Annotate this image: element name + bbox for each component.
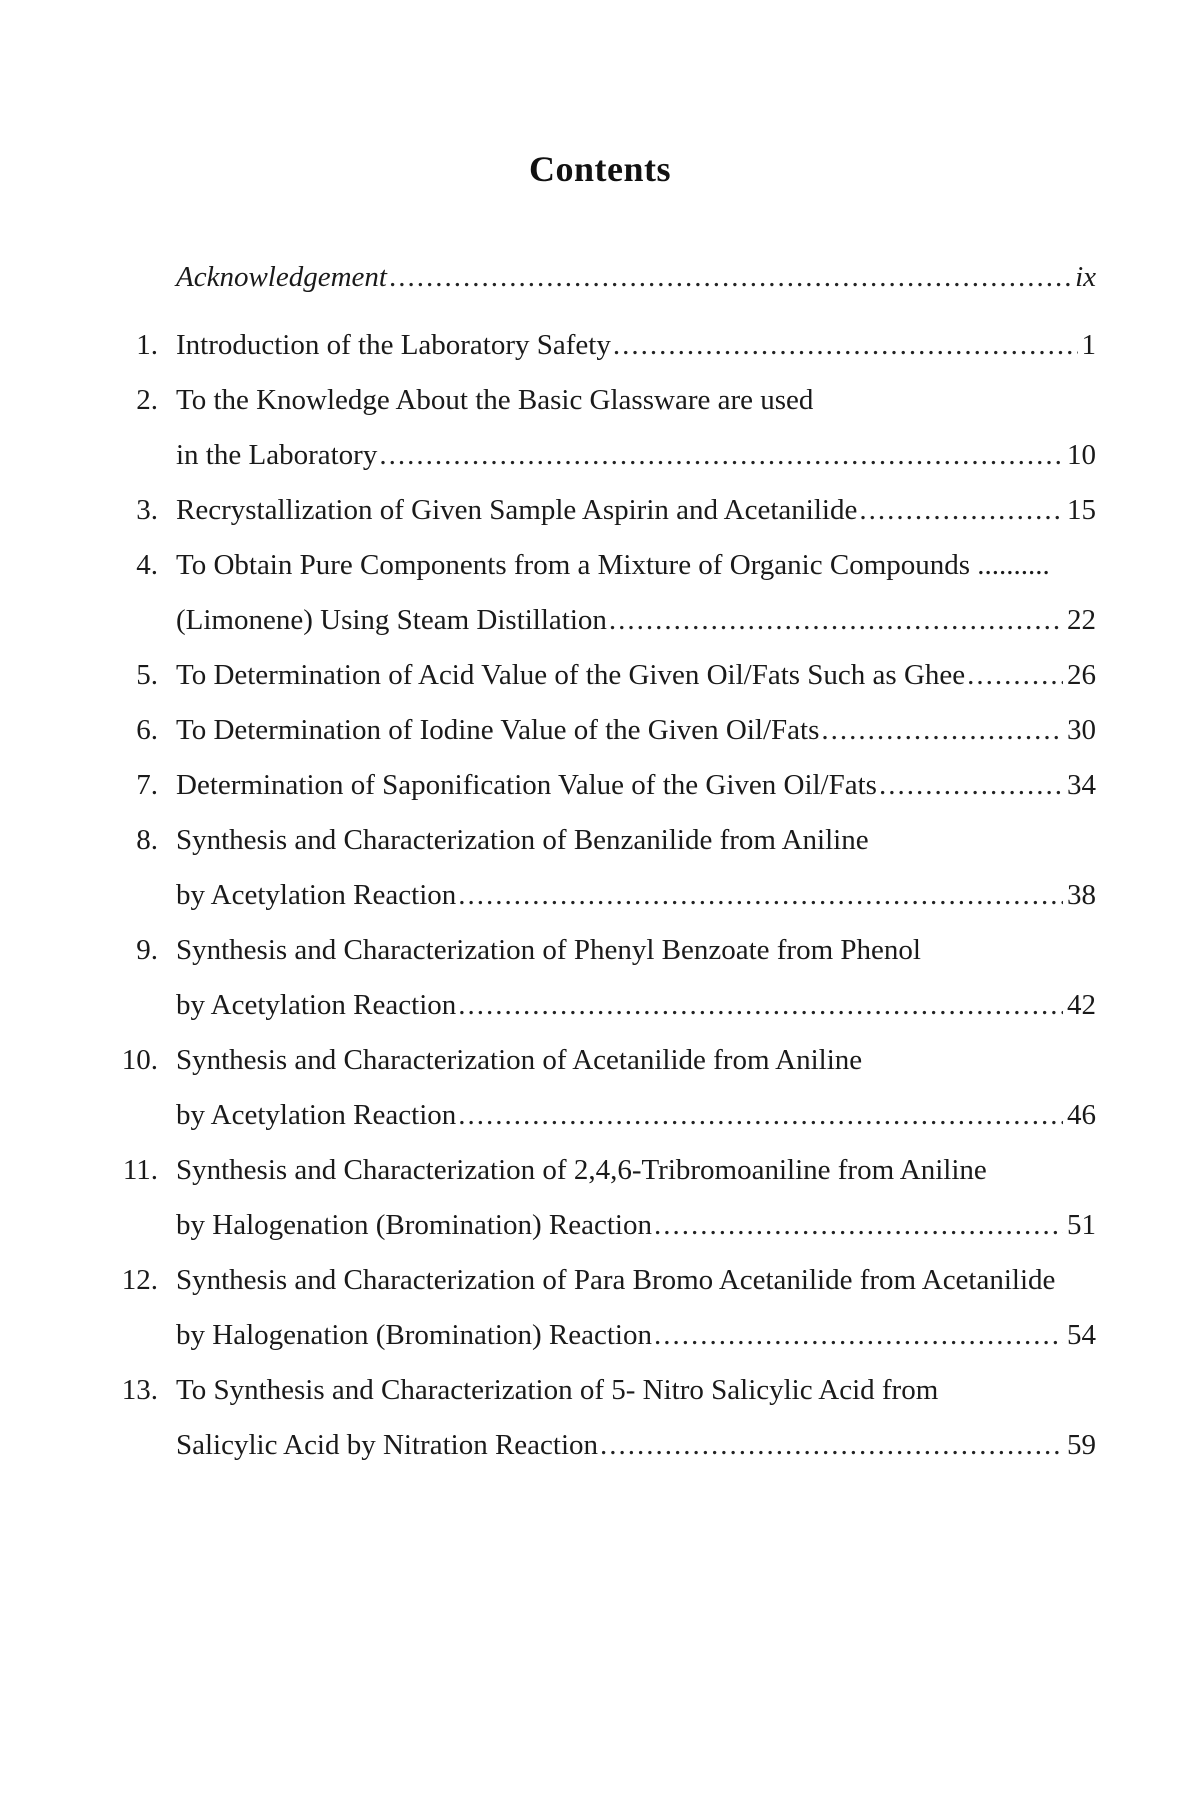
toc-entry-page: 10 xyxy=(1067,439,1096,471)
toc-entry-number: 13. xyxy=(121,1374,158,1406)
toc-entry-page: 46 xyxy=(1067,1099,1096,1131)
toc-entry-page: 38 xyxy=(1067,879,1096,911)
toc-entry-number: 6. xyxy=(136,714,158,746)
dot-leader xyxy=(879,758,1063,813)
toc-entry-body xyxy=(176,483,1096,538)
dot-leader xyxy=(654,1198,1063,1253)
dot-leader xyxy=(458,978,1063,1033)
toc-entry-number: 1. xyxy=(136,329,158,361)
toc-entry-page: 26 xyxy=(1067,659,1096,691)
toc-entry xyxy=(92,648,1096,703)
toc-entry-line xyxy=(176,868,1096,923)
toc-entry-page: 1 xyxy=(1081,329,1096,361)
toc-entry-body xyxy=(176,1033,1096,1143)
toc-entry-number: 2. xyxy=(136,384,158,416)
toc-entry-title: Recrystallization of Given Sample Aspirin and Acetanilide xyxy=(176,494,858,526)
toc-entry xyxy=(92,813,1096,923)
toc-entry xyxy=(92,758,1096,813)
toc-entries xyxy=(92,318,1096,1473)
table-of-contents xyxy=(92,250,1096,1473)
toc-entry xyxy=(92,1363,1096,1473)
toc-entry-body xyxy=(176,648,1096,703)
toc-entry-title: (Limonene) Using Steam Distillation xyxy=(176,604,607,636)
toc-entry-title: Determination of Saponification Value of the Given Oil/Fats xyxy=(176,769,877,801)
toc-entry-acknowledgement xyxy=(92,250,1096,305)
toc-entry-number: 8. xyxy=(136,824,158,856)
dot-leader xyxy=(821,703,1063,758)
toc-entry-line xyxy=(176,1088,1096,1143)
toc-entry-line xyxy=(176,978,1096,1033)
toc-entry-number: 11. xyxy=(122,1154,158,1186)
dot-leader xyxy=(609,593,1063,648)
toc-entry xyxy=(92,923,1096,1033)
toc-entry-title: Synthesis and Characterization of 2,4,6-Tribromoaniline from Aniline xyxy=(176,1154,987,1186)
toc-entry-page: 51 xyxy=(1067,1209,1096,1241)
toc-entry-number: 9. xyxy=(136,934,158,966)
toc-entry-title: by Acetylation Reaction xyxy=(176,1099,457,1131)
toc-entry-number: 4. xyxy=(136,549,158,581)
toc-entry-page: 22 xyxy=(1067,604,1096,636)
dot-leader xyxy=(859,483,1063,538)
toc-entry-line xyxy=(176,483,1096,538)
toc-entry-line xyxy=(176,648,1096,703)
dot-leader xyxy=(967,648,1063,703)
toc-entry-page: 30 xyxy=(1067,714,1096,746)
toc-entry-title: Synthesis and Characterization of Para Bromo Acetanilide from Acetanilide xyxy=(176,1264,1056,1296)
toc-entry-line xyxy=(176,703,1096,758)
toc-entry-page: 54 xyxy=(1067,1319,1096,1351)
toc-entry-title: To Determination of Acid Value of the Given Oil/Fats Such as Ghee xyxy=(176,659,966,691)
toc-entry-body xyxy=(176,318,1096,373)
toc-entry-line xyxy=(176,1308,1096,1363)
dot-leader xyxy=(458,868,1063,923)
toc-entry-number: 5. xyxy=(136,659,158,691)
toc-entry xyxy=(92,1143,1096,1253)
toc-entry-page: ix xyxy=(1075,261,1096,293)
toc-entry xyxy=(92,318,1096,373)
toc-entry-line xyxy=(176,1198,1096,1253)
toc-entry-body xyxy=(176,1253,1096,1363)
toc-entry-number: 3. xyxy=(136,494,158,526)
toc-entry-line xyxy=(176,758,1096,813)
toc-entry-number: 10. xyxy=(121,1044,158,1076)
toc-entry-title: by Halogenation (Bromination) Reaction xyxy=(176,1209,652,1241)
dot-leader xyxy=(654,1308,1063,1363)
toc-entry-title: Introduction of the Laboratory Safety xyxy=(176,329,611,361)
toc-entry-page: 34 xyxy=(1067,769,1096,801)
toc-entry-title: Acknowledgement xyxy=(176,261,387,293)
toc-entry xyxy=(92,1253,1096,1363)
toc-entry-number: 7. xyxy=(136,769,158,801)
toc-entry-line xyxy=(176,250,1096,305)
toc-entry xyxy=(92,483,1096,538)
dot-leader xyxy=(458,1088,1063,1143)
toc-entry-title: by Acetylation Reaction xyxy=(176,989,457,1021)
toc-entry-body xyxy=(176,703,1096,758)
page-title: Contents xyxy=(528,149,671,189)
toc-entry xyxy=(92,373,1096,483)
dot-leader xyxy=(600,1418,1063,1473)
toc-entry-title: Synthesis and Characterization of Acetanilide from Aniline xyxy=(176,1044,863,1076)
toc-entry-body xyxy=(176,373,1096,483)
toc-entry-line xyxy=(176,318,1096,373)
toc-entry-body xyxy=(176,1143,1096,1253)
toc-entry-line xyxy=(176,428,1096,483)
toc-entry-body xyxy=(176,923,1096,1033)
toc-entry-title: by Acetylation Reaction xyxy=(176,879,457,911)
dot-leader xyxy=(389,250,1071,305)
toc-entry-title: To the Knowledge About the Basic Glassware are used xyxy=(176,384,814,416)
toc-entry-number: 12. xyxy=(121,1264,158,1296)
toc-entry-page: 42 xyxy=(1067,989,1096,1021)
toc-entry-page: 15 xyxy=(1067,494,1096,526)
toc-entry-line xyxy=(176,593,1096,648)
toc-entry-title: To Synthesis and Characterization of 5- Nitro Salicylic Acid from xyxy=(176,1374,939,1406)
toc-entry-body xyxy=(176,758,1096,813)
toc-entry-body xyxy=(176,250,1096,305)
toc-entry-body xyxy=(176,1363,1096,1473)
dot-leader xyxy=(613,318,1078,373)
toc-entry-title: To Obtain Pure Components from a Mixture of Organic Compounds .......... xyxy=(176,549,1050,581)
toc-entry-title: Synthesis and Characterization of Benzanilide from Aniline xyxy=(176,824,869,856)
toc-entry-line xyxy=(176,1418,1096,1473)
toc-entry-title: by Halogenation (Bromination) Reaction xyxy=(176,1319,652,1351)
dot-leader xyxy=(379,428,1063,483)
toc-entry-title: Salicylic Acid by Nitration Reaction xyxy=(176,1429,599,1461)
toc-entry xyxy=(92,538,1096,648)
toc-entry-title: Synthesis and Characterization of Phenyl Benzoate from Phenol xyxy=(176,934,921,966)
toc-entry-title: To Determination of Iodine Value of the Given Oil/Fats xyxy=(176,714,820,746)
toc-entry-page: 59 xyxy=(1067,1429,1096,1461)
toc-entry-number xyxy=(92,250,176,305)
toc-entry xyxy=(92,1033,1096,1143)
toc-entry-title: in the Laboratory xyxy=(176,439,378,471)
toc-entry-body xyxy=(176,538,1096,648)
toc-entry-body xyxy=(176,813,1096,923)
toc-entry xyxy=(92,703,1096,758)
